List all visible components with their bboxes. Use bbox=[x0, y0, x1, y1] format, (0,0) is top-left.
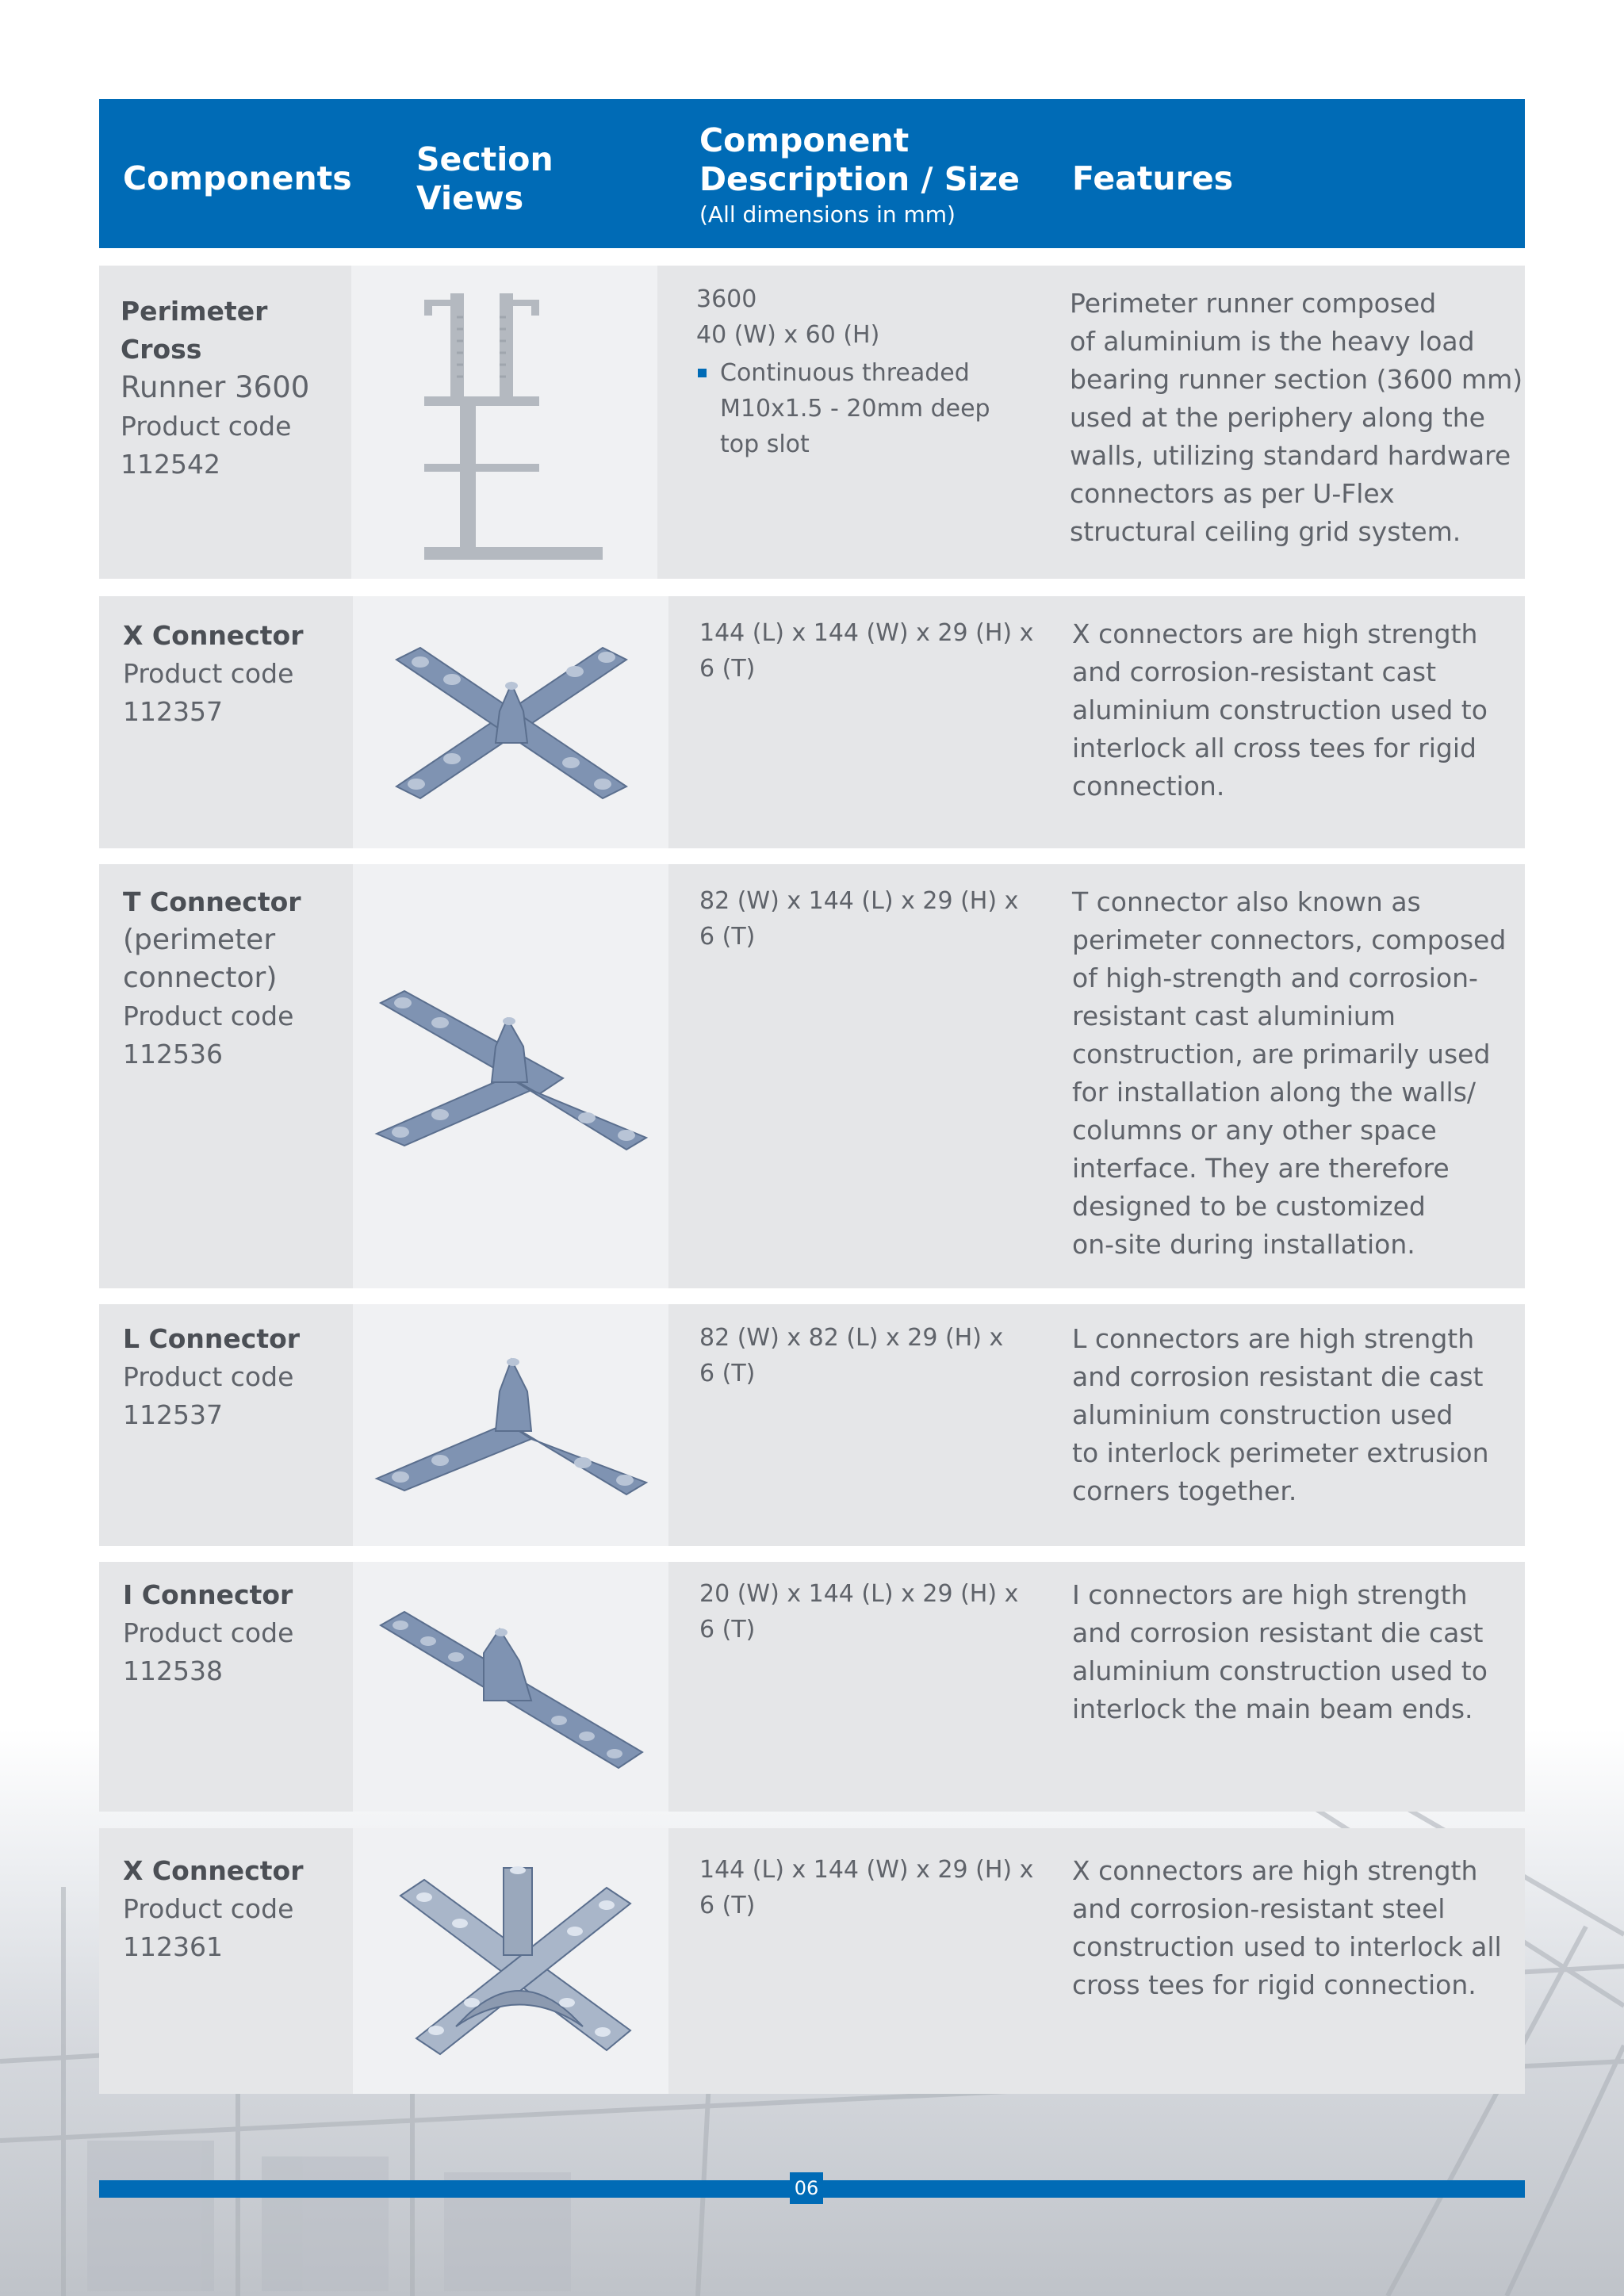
table-row bbox=[99, 596, 1525, 848]
table-row bbox=[99, 1828, 1525, 2094]
description-bullet: Continuous threaded M10x1.5 - 20mm deep top slot bbox=[696, 355, 990, 462]
component-name: X Connector Product code 112357 bbox=[123, 620, 304, 727]
steel-x-connector-image bbox=[393, 1856, 646, 2078]
component-features: I connectors are high strength and corrosion resistant die cast aluminium construction used to interlock the main beam ends. bbox=[1072, 1579, 1488, 1724]
table-row bbox=[99, 864, 1525, 1288]
header-components: Components bbox=[123, 159, 352, 197]
component-name: I Connector Product code 112538 bbox=[123, 1579, 294, 1686]
component-description: 144 (L) x 144 (W) x 29 (H) x 6 (T) bbox=[699, 619, 1034, 683]
component-description: 82 (W) x 82 (L) x 29 (H) x 6 (T) bbox=[699, 1324, 1004, 1387]
t-connector-image bbox=[373, 983, 658, 1154]
header-description-sub: (All dimensions in mm) bbox=[699, 201, 956, 228]
component-features: T connector also known as perimeter connectors, composed of high-strength and corrosion- resistant cast aluminium construction, are primarily used for installation along the walls/ columns or any other space interface. They are therefore designed to be customized on-site during installation. bbox=[1072, 886, 1507, 1260]
component-name: L Connector Product code 112537 bbox=[123, 1323, 301, 1430]
table-row bbox=[99, 1562, 1525, 1812]
table-row bbox=[99, 266, 1525, 579]
table-header bbox=[99, 99, 1525, 248]
component-features: Perimeter runner composed of aluminium is the heavy load bearing runner section (3600 mm) used at the periphery along the walls, utilizing standard hardware connectors as per U-Flex structural ceiling grid system. bbox=[1070, 288, 1523, 547]
perimeter-runner-section-image bbox=[412, 285, 603, 563]
header-description: Component Description / Size (All dimensions in mm) bbox=[699, 121, 1020, 231]
component-description: 82 (W) x 144 (L) x 29 (H) x 6 (T) bbox=[699, 887, 1019, 951]
component-name: Perimeter Cross Runner 3600 Product code 112542 bbox=[121, 296, 310, 480]
x-connector-image bbox=[389, 640, 634, 806]
header-section-views: Section Views bbox=[416, 140, 553, 217]
component-features: X connectors are high strength and corrosion-resistant steel construction used to interlock all cross tees for rigid connection. bbox=[1072, 1855, 1502, 2000]
i-connector-image bbox=[373, 1605, 646, 1780]
header-features: Features bbox=[1072, 159, 1234, 197]
table-row bbox=[99, 1304, 1525, 1546]
page-number: 06 bbox=[790, 2172, 823, 2204]
bullet-square-icon bbox=[698, 369, 707, 377]
component-name: X Connector Product code 112361 bbox=[123, 1855, 304, 1962]
l-connector-image bbox=[373, 1348, 658, 1498]
component-description: 20 (W) x 144 (L) x 29 (H) x 6 (T) bbox=[699, 1580, 1019, 1644]
component-name: T Connector (perimeter connector) Product code 112536 bbox=[123, 886, 301, 1070]
component-features: L connectors are high strength and corrosion resistant die cast aluminium construction used to interlock perimeter extrusion corners together. bbox=[1072, 1323, 1489, 1506]
component-description: 144 (L) x 144 (W) x 29 (H) x 6 (T) bbox=[699, 1856, 1034, 1919]
component-features: X connectors are high strength and corrosion-resistant cast aluminium construction used to interlock all cross tees for rigid connection. bbox=[1072, 618, 1488, 802]
component-description: 3600 40 (W) x 60 (H) Continuous threaded M10x1.5 - 20mm deep top slot bbox=[696, 281, 990, 462]
